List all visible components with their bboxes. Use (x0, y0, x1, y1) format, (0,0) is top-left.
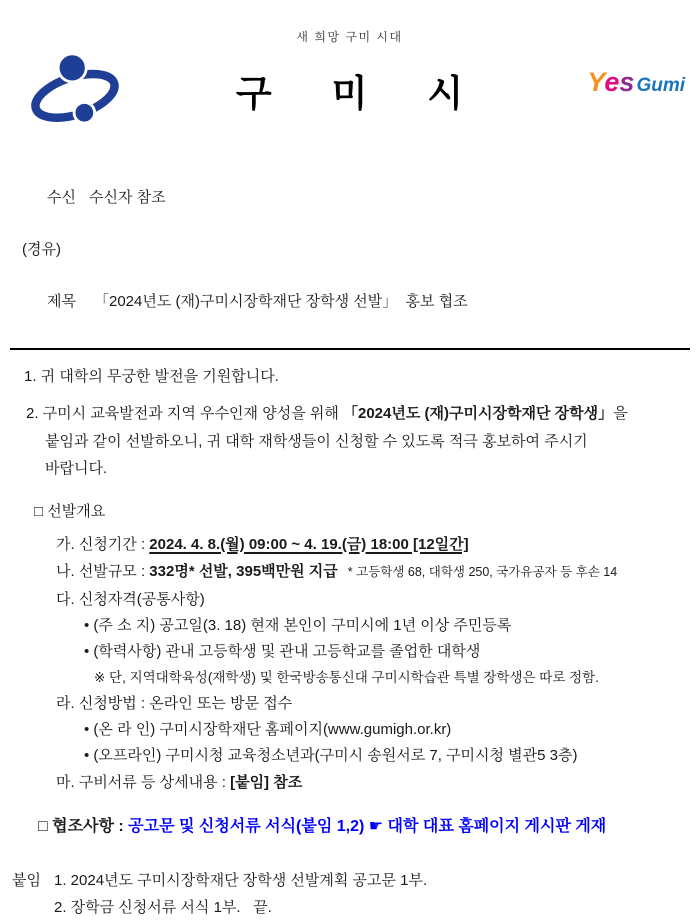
yes-letter: Y (587, 67, 605, 97)
required-documents-value: [붙임] 참조 (230, 773, 303, 791)
subject-value: 「2024년도 (재)구미시장학재단 장학생 선발」 홍보 협조 (94, 293, 468, 310)
recipient-label: 수신 (47, 189, 76, 206)
selection-scale-note: * 고등학생 68, 대학생 250, 국가유공자 등 후손 14 (347, 564, 618, 579)
gumi-wordmark: Gumi (636, 75, 685, 96)
request-line-1 (26, 400, 699, 428)
subject-line (22, 263, 691, 341)
required-documents-label: 마. 구비서류 등 상세내용 : (56, 773, 231, 791)
selection-scale-value: 332명* 선발, 395백만원 지급 (149, 562, 338, 580)
attachments-list (54, 867, 427, 922)
eligibility-bullet: • (주 소 지) 공고일(3. 18) 현재 본인이 구미시에 1년 이상 주민등록 (84, 616, 512, 634)
cooperation-line (38, 813, 685, 840)
overview-heading: □ 선발개요 (34, 502, 106, 520)
greeting-paragraph: 1. 귀 대학의 무궁한 발전을 기원합니다. (24, 368, 279, 385)
yes-gumi-logo (587, 67, 685, 98)
request-prefix: 2. 구미시 교육발전과 지역 우수인재 양성을 위해 (26, 405, 343, 422)
scholarship-title-emphasis: 「2024년도 (재)구미시장학재단 장학생」 (343, 405, 614, 422)
selection-overview-section (0, 498, 699, 796)
request-line-2: 붙임과 같이 선발하오니, 귀 대학 재학생들이 신청할 수 있도록 적극 홍보하여 주시기 (45, 432, 588, 450)
cooperation-notice: 공고문 및 신청서류 서식(붙임 1,2) ☛ 대학 대표 홈페이지 게시판 게재 (128, 817, 607, 835)
document-meta (22, 159, 691, 341)
application-method-bullet: • (오프라인) 구미시청 교육청소년과(구미시 송원서로 7, 구미시청 별관5 3층) (84, 746, 578, 764)
title-divider (10, 348, 690, 350)
application-period-line (56, 531, 699, 558)
required-documents-line (56, 769, 699, 796)
application-method-bullet: • (온 라 인) 구미시장학재단 홈페이지(www.gumigh.or.kr) (84, 720, 452, 738)
city-slogan: 새 희망 구미 시대 (296, 30, 403, 44)
via-line: (경유) (22, 241, 61, 258)
attachments-block (12, 867, 699, 922)
city-title-char: 구 (235, 73, 272, 114)
eligibility-label: 다. 신청자격(공통사항) (56, 590, 205, 608)
city-title-char: 시 (427, 73, 464, 114)
recipient-line (22, 159, 691, 237)
selection-scale-label: 나. 선발규모 : (56, 562, 150, 580)
yes-letter: e (604, 67, 620, 97)
city-title-char: 미 (331, 73, 368, 114)
cooperation-label: □ 협조사항 : (38, 817, 129, 835)
application-method-label: 라. 신청방법 : 온라인 또는 방문 접수 (56, 694, 293, 712)
attachment-item: 2. 장학금 신청서류 서식 1부. 끝. (53, 899, 272, 916)
subject-label: 제목 (47, 293, 76, 310)
yes-letter: s (619, 67, 635, 97)
recipient-value: 수신자 참조 (89, 189, 166, 206)
document-header (0, 45, 699, 150)
application-period-label: 가. 신청기간 : (56, 535, 150, 553)
eligibility-note: ※ 단, 지역대학육성(재학생) 및 한국방송통신대 구미시학습관 특별 장학생은 따로 정함. (94, 669, 599, 685)
request-paragraph (0, 400, 699, 483)
request-suffix: 을 (613, 405, 628, 422)
application-period-value: 2024. 4. 8.(월) 09:00 ~ 4. 19.(금) 18:00 [12일간] (149, 535, 469, 553)
attachment-item: 1. 2024년도 구미시장학재단 장학생 선발계획 공고문 1부. (53, 871, 428, 889)
selection-scale-line (56, 558, 699, 586)
request-line-3: 바랍니다. (45, 460, 108, 477)
attachments-label: 붙임 (12, 871, 41, 889)
eligibility-bullet: • (학력사항) 관내 고등학생 및 관내 고등학교를 졸업한 대학생 (84, 642, 481, 660)
